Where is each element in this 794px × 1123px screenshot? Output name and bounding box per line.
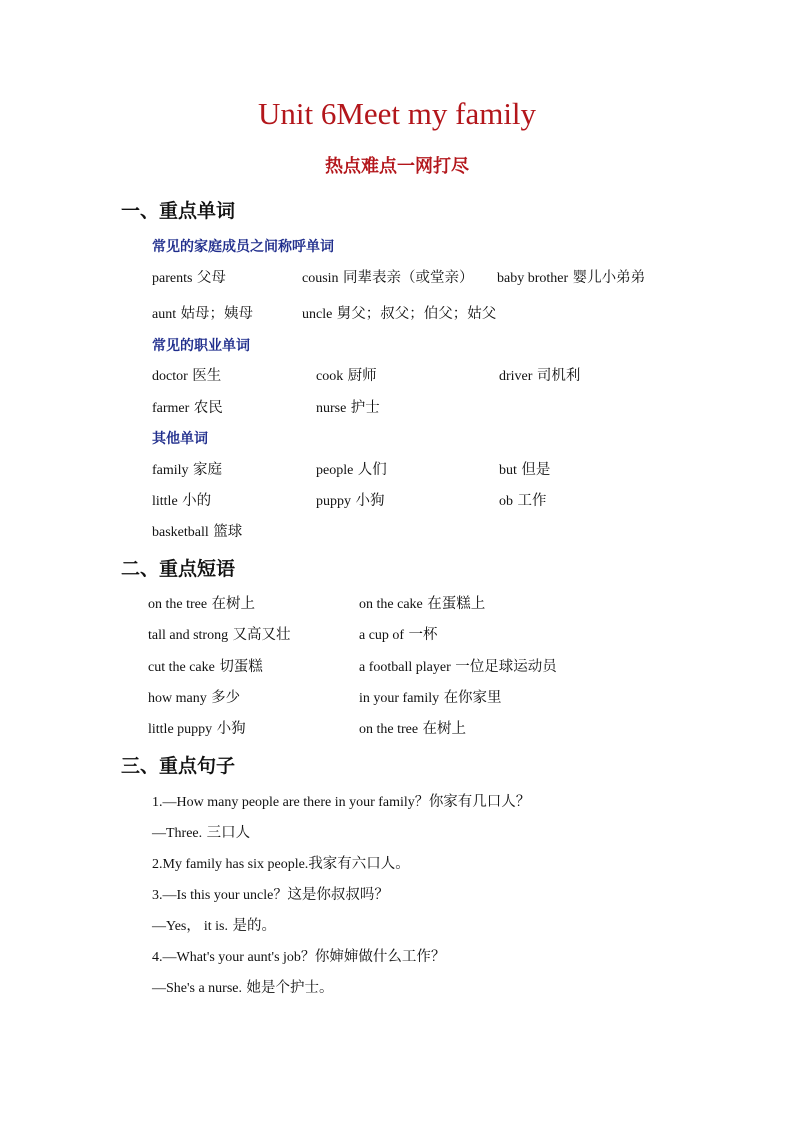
phrase-entry: a football player 一位足球运动员 [359, 659, 557, 675]
word-entry: but 但是 [499, 462, 551, 478]
word-entry: cousin 同辈表亲（或堂亲） [302, 270, 474, 286]
sentence-line: 2.My family has six people.我家有六口人。 [152, 856, 410, 872]
word-entry: people 人们 [316, 462, 387, 478]
word-entry: baby brother 婴儿小弟弟 [497, 270, 646, 286]
word-entry: parents 父母 [152, 270, 226, 286]
sentence-line: 1.—How many people are there in your family？你家有几口人？ [152, 794, 531, 810]
group-label-family: 常见的家庭成员之间称呼单词 [152, 239, 334, 255]
word-entry: nurse 护士 [316, 400, 380, 416]
page-title: Unit 6Meet my family [257, 96, 537, 131]
section-heading-words: 一、重点单词 [121, 200, 236, 222]
section-heading-phrases: 二、重点短语 [121, 558, 236, 580]
word-entry: farmer 农民 [152, 400, 223, 416]
group-label-other: 其他单词 [152, 431, 208, 447]
word-entry: puppy 小狗 [316, 493, 385, 509]
phrase-entry: on the cake 在蛋糕上 [359, 596, 486, 612]
phrase-entry: on the tree 在树上 [148, 596, 256, 612]
word-entry: uncle 舅父；叔父；伯父；姑父 [302, 306, 497, 322]
page-subtitle: 热点难点一网打尽 [325, 156, 469, 177]
sentence-line: 3.—Is this your uncle？这是你叔叔吗？ [152, 887, 389, 903]
phrase-entry: little puppy 小狗 [148, 721, 246, 737]
word-entry: aunt 姑母；姨母 [152, 306, 254, 322]
word-entry: ob 工作 [499, 493, 547, 509]
sentence-line: 4.—What's your aunt's job？你婶婶做什么工作？ [152, 949, 446, 965]
phrase-entry: on the tree 在树上 [359, 721, 467, 737]
phrase-entry: tall and strong 又高又壮 [148, 627, 291, 643]
section-heading-sentences: 三、重点句子 [121, 755, 236, 777]
word-entry: little 小的 [152, 493, 212, 509]
sentence-line: —She's a nurse. 她是个护士。 [152, 980, 334, 996]
word-entry: driver 司机利 [499, 368, 581, 384]
word-entry: basketball 篮球 [152, 524, 243, 540]
phrase-entry: how many 多少 [148, 690, 241, 706]
word-entry: doctor 医生 [152, 368, 222, 384]
phrase-entry: cut the cake 切蛋糕 [148, 659, 263, 675]
sentence-line: —Three. 三口人 [152, 825, 251, 841]
group-label-jobs: 常见的职业单词 [152, 338, 250, 354]
phrase-entry: in your family 在你家里 [359, 690, 502, 706]
word-entry: cook 厨师 [316, 368, 377, 384]
phrase-entry: a cup of 一杯 [359, 627, 438, 643]
word-entry: family 家庭 [152, 462, 222, 478]
sentence-line: —Yes， it is. 是的。 [152, 918, 276, 934]
